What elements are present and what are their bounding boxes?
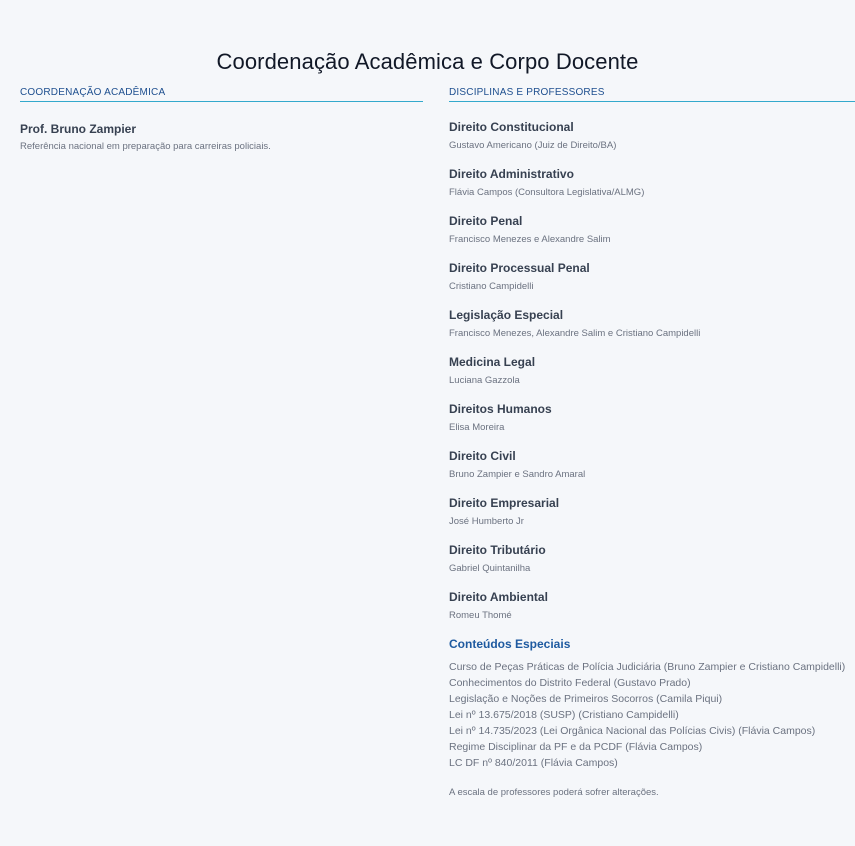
footnote: A escala de professores poderá sofrer alterações. bbox=[449, 787, 659, 798]
discipline-professors: Francisco Menezes, Alexandre Salim e Cristiano Campidelli bbox=[449, 328, 701, 339]
coordination-section bbox=[20, 87, 423, 152]
discipline-item bbox=[449, 214, 855, 261]
discipline-item bbox=[449, 496, 855, 543]
discipline-professors: Francisco Menezes e Alexandre Salim bbox=[449, 234, 611, 245]
discipline-name: Direito Constitucional bbox=[449, 120, 574, 134]
disciplines-header: DISCIPLINAS E PROFESSORES bbox=[449, 87, 855, 102]
special-contents-list bbox=[449, 659, 855, 771]
special-content-item: Lei nº 14.735/2023 (Lei Orgânica Nacional das Polícias Civis) (Flávia Campos) bbox=[449, 725, 816, 737]
special-content-item: Regime Disciplinar da PF e da PCDF (Flávia Campos) bbox=[449, 741, 703, 753]
page-title: Coordenação Acadêmica e Corpo Docente bbox=[216, 48, 639, 74]
discipline-professors: Gabriel Quintanilha bbox=[449, 563, 531, 574]
discipline-professors: Romeu Thomé bbox=[449, 610, 512, 621]
discipline-item bbox=[449, 308, 855, 355]
discipline-name: Direitos Humanos bbox=[449, 402, 552, 416]
special-contents-title: Conteúdos Especiais bbox=[449, 637, 571, 651]
discipline-name: Medicina Legal bbox=[449, 355, 536, 369]
discipline-professors: José Humberto Jr bbox=[449, 516, 524, 527]
discipline-item bbox=[449, 449, 855, 496]
discipline-professors: Cristiano Campidelli bbox=[449, 281, 534, 292]
discipline-item bbox=[449, 167, 855, 214]
discipline-name: Direito Penal bbox=[449, 214, 523, 228]
special-content-item: Lei nº 13.675/2018 (SUSP) (Cristiano Campidelli) bbox=[449, 709, 679, 721]
discipline-professors: Gustavo Americano (Juiz de Direito/BA) bbox=[449, 140, 617, 151]
disciplines-section bbox=[449, 87, 855, 798]
discipline-name: Direito Tributário bbox=[449, 543, 546, 557]
discipline-name: Direito Administrativo bbox=[449, 167, 574, 181]
discipline-item bbox=[449, 543, 855, 590]
coordination-header: COORDENAÇÃO ACADÊMICA bbox=[20, 87, 423, 102]
special-content-item: LC DF nº 840/2011 (Flávia Campos) bbox=[449, 757, 618, 769]
discipline-professors: Luciana Gazzola bbox=[449, 375, 520, 386]
discipline-name: Legislação Especial bbox=[449, 308, 564, 322]
special-content-item: Legislação e Noções de Primeiros Socorros (Camila Piqui) bbox=[449, 693, 723, 705]
discipline-item bbox=[449, 355, 855, 402]
discipline-professors: Bruno Zampier e Sandro Amaral bbox=[449, 469, 586, 480]
discipline-item bbox=[449, 402, 855, 449]
discipline-name: Direito Empresarial bbox=[449, 496, 560, 510]
discipline-item bbox=[449, 590, 855, 637]
discipline-item bbox=[449, 120, 855, 167]
discipline-professors: Flávia Campos (Consultora Legislativa/ALMG) bbox=[449, 187, 645, 198]
coordinator-description: Referência nacional em preparação para carreiras policiais. bbox=[20, 141, 271, 152]
special-content-item: Conhecimentos do Distrito Federal (Gustavo Prado) bbox=[449, 677, 691, 689]
coordinator-name: Prof. Bruno Zampier bbox=[20, 122, 137, 136]
discipline-professors: Elisa Moreira bbox=[449, 422, 505, 433]
discipline-item bbox=[449, 261, 855, 308]
disciplines-list bbox=[449, 120, 855, 637]
special-content-item: Curso de Peças Práticas de Polícia Judiciária (Bruno Zampier e Cristiano Campidelli) bbox=[449, 661, 846, 673]
discipline-name: Direito Civil bbox=[449, 449, 516, 463]
discipline-name: Direito Ambiental bbox=[449, 590, 548, 604]
discipline-name: Direito Processual Penal bbox=[449, 261, 590, 275]
